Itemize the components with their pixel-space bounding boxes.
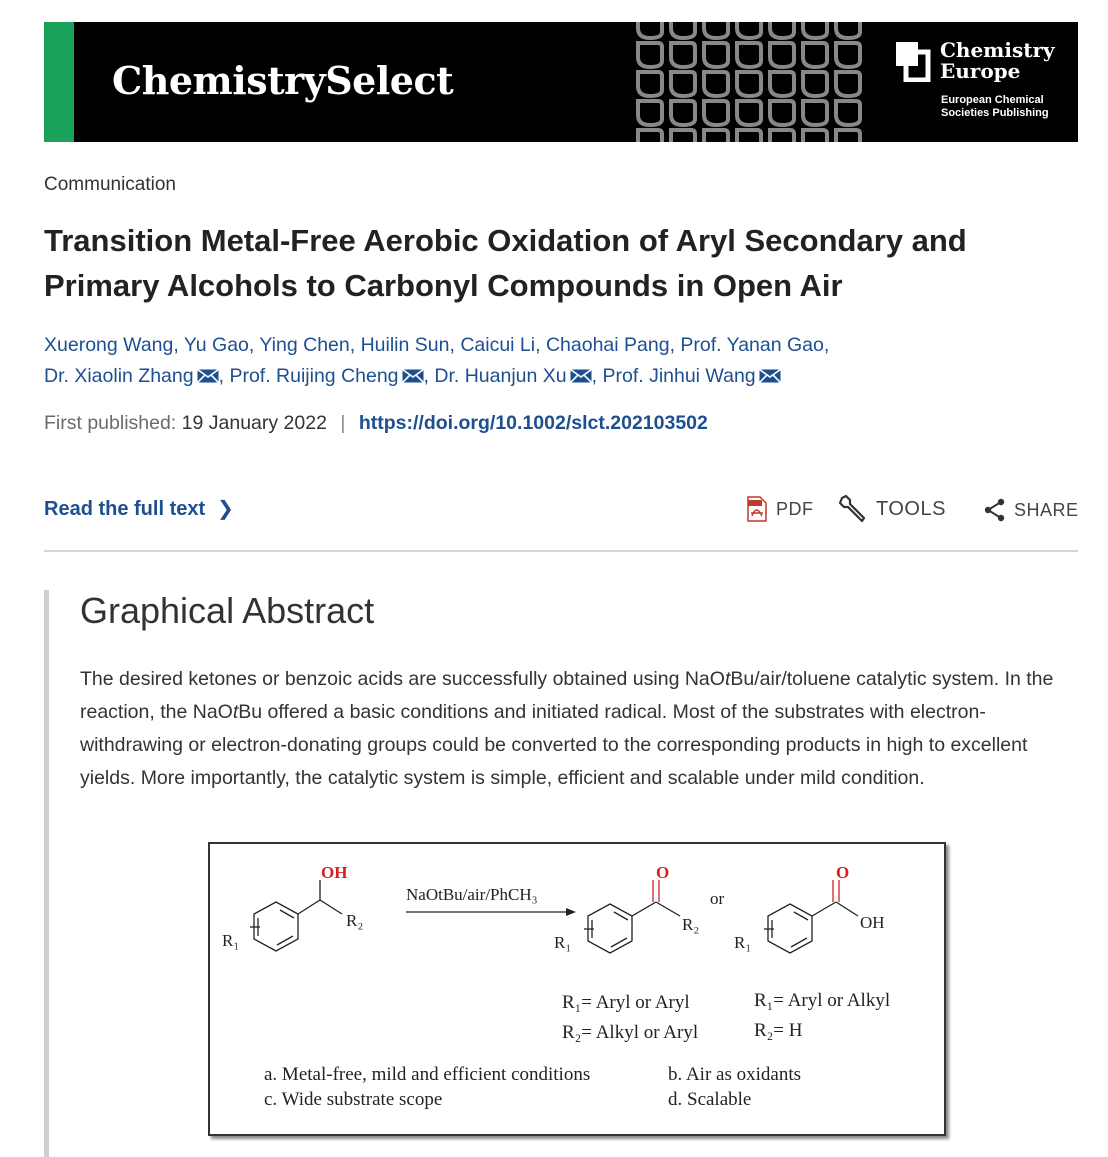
author-link[interactable]: Prof. Jinhui Wang <box>602 365 756 387</box>
abstract-text-part-3: Bu offered a basic conditions and initiated radical. Most of the substrates with electron-withdrawing or electron-donating groups could be converted to the corresponding products in high to excellent yields. More importantly, the catalytic system is simple, efficient and scalable under mild condition. <box>80 701 1028 789</box>
abstract-text-italic-2: t <box>232 701 239 723</box>
share-icon <box>984 498 1006 522</box>
journal-name: ChemistrySelect <box>112 58 454 103</box>
article-type: Communication <box>44 174 176 195</box>
feature-c: c. Wide substrate scope <box>264 1089 443 1110</box>
ketone-r2-label: R₂ <box>682 915 700 934</box>
reactant-r2-label: R₂ <box>346 911 364 930</box>
publisher-subtitle-line1: European Chemical <box>941 94 1044 106</box>
author-link[interactable]: Yu Gao <box>183 334 249 356</box>
share-label: SHARE <box>1014 499 1079 520</box>
feature-b: b. Air as oxidants <box>668 1064 801 1085</box>
author-link[interactable]: Xuerong Wang <box>44 334 174 356</box>
published-date: 19 January 2022 <box>181 412 327 434</box>
abstract-text-italic-1: t <box>724 668 731 690</box>
feature-a: a. Metal-free, mild and efficient conditions <box>264 1064 591 1085</box>
author-link[interactable]: Chaohai Pang <box>545 334 670 356</box>
or-label: or <box>710 889 725 908</box>
author-separator: , <box>423 365 435 387</box>
tools-button[interactable] <box>838 494 946 524</box>
author-separator: , <box>349 334 361 356</box>
section-divider <box>44 550 1078 552</box>
publisher-subtitle <box>941 94 1049 120</box>
acid-condition-2: R₂= H <box>754 1020 803 1041</box>
reactant-oh-label: OH <box>321 863 348 882</box>
tools-label: TOOLS <box>876 497 946 520</box>
published-label: First published: <box>44 412 177 434</box>
author-separator: , <box>248 334 260 356</box>
author-link[interactable]: Huilin Sun <box>360 334 450 356</box>
publisher-name-line1: Chemistry <box>940 38 1055 62</box>
author-link[interactable]: Prof. Ruijing Cheng <box>229 365 399 387</box>
ketone-r1-label: R₁ <box>554 933 572 952</box>
publisher-subtitle-line2: Societies Publishing <box>941 107 1049 119</box>
chemistry-europe-logo-icon <box>896 42 932 82</box>
email-icon[interactable] <box>570 369 592 383</box>
author-separator: , <box>669 334 681 356</box>
acid-oh-label: OH <box>860 913 885 932</box>
feature-d: d. Scalable <box>668 1089 752 1110</box>
email-icon[interactable] <box>759 369 781 383</box>
wrench-icon <box>838 494 868 524</box>
ketone-oxygen-label: O <box>656 863 670 882</box>
pdf-button[interactable] <box>746 496 814 522</box>
pdf-icon <box>746 496 768 522</box>
ketone-condition-1: R₁= Aryl or Aryl <box>562 992 690 1013</box>
reaction-scheme <box>210 844 944 1134</box>
author-line-1 <box>44 330 1064 361</box>
abstract-text <box>80 663 1070 795</box>
author-link[interactable]: Dr. Huanjun Xu <box>434 365 567 387</box>
read-full-text-label: Read the full text <box>44 498 206 520</box>
chevron-right-icon: ❯ <box>217 498 234 520</box>
reactant-r1-label: R₁ <box>222 931 240 950</box>
publication-info <box>44 412 708 435</box>
separator: | <box>340 412 346 434</box>
author-list <box>44 330 1064 392</box>
abstract-text-part-1: The desired ketones or benzoic acids are successfully obtained using NaO <box>80 668 725 690</box>
publisher-name-line2: Europe <box>940 59 1021 83</box>
author-separator: , <box>535 334 546 356</box>
acid-condition-1: R₁= Aryl or Alkyl <box>754 990 891 1011</box>
graphical-abstract-figure[interactable] <box>208 842 946 1136</box>
email-icon[interactable] <box>402 369 424 383</box>
share-button[interactable] <box>984 498 1079 522</box>
author-link[interactable]: Ying Chen <box>259 334 350 356</box>
journal-banner[interactable] <box>44 22 1078 142</box>
author-separator: , <box>218 365 230 387</box>
acid-oxygen-label: O <box>836 863 850 882</box>
author-separator: , <box>173 334 184 356</box>
email-icon[interactable] <box>197 369 219 383</box>
ketone-condition-2: R₂= Alkyl or Aryl <box>562 1022 699 1043</box>
doi-link[interactable]: https://doi.org/10.1002/slct.202103502 <box>358 412 708 434</box>
author-link[interactable]: Caicui Li <box>460 334 536 356</box>
author-link[interactable]: Prof. Yanan Gao <box>680 334 824 356</box>
author-separator: , <box>449 334 461 356</box>
read-full-text-link[interactable] <box>44 496 234 521</box>
abstract-text-part-2: Bu/air/toluene catalytic system. In the reaction, the NaO <box>80 668 1054 723</box>
reagent-label: NaOtBu/air/PhCH₃ <box>406 885 538 904</box>
author-separator: , <box>823 334 830 356</box>
author-separator: , <box>591 365 603 387</box>
article-title: Transition Metal-Free Aerobic Oxidation of Aryl Secondary and Primary Alcohols to Carbonyl Compounds in Open Air <box>44 223 967 303</box>
banner-accent-bar <box>44 22 74 142</box>
author-line-2 <box>44 361 1064 392</box>
pdf-label: PDF <box>776 498 814 519</box>
graphical-abstract-heading: Graphical Abstract <box>80 590 375 631</box>
author-link[interactable]: Dr. Xiaolin Zhang <box>44 365 194 387</box>
publisher-name <box>940 40 1055 82</box>
acid-r1-label: R₁ <box>734 933 752 952</box>
banner-pattern <box>626 22 866 142</box>
